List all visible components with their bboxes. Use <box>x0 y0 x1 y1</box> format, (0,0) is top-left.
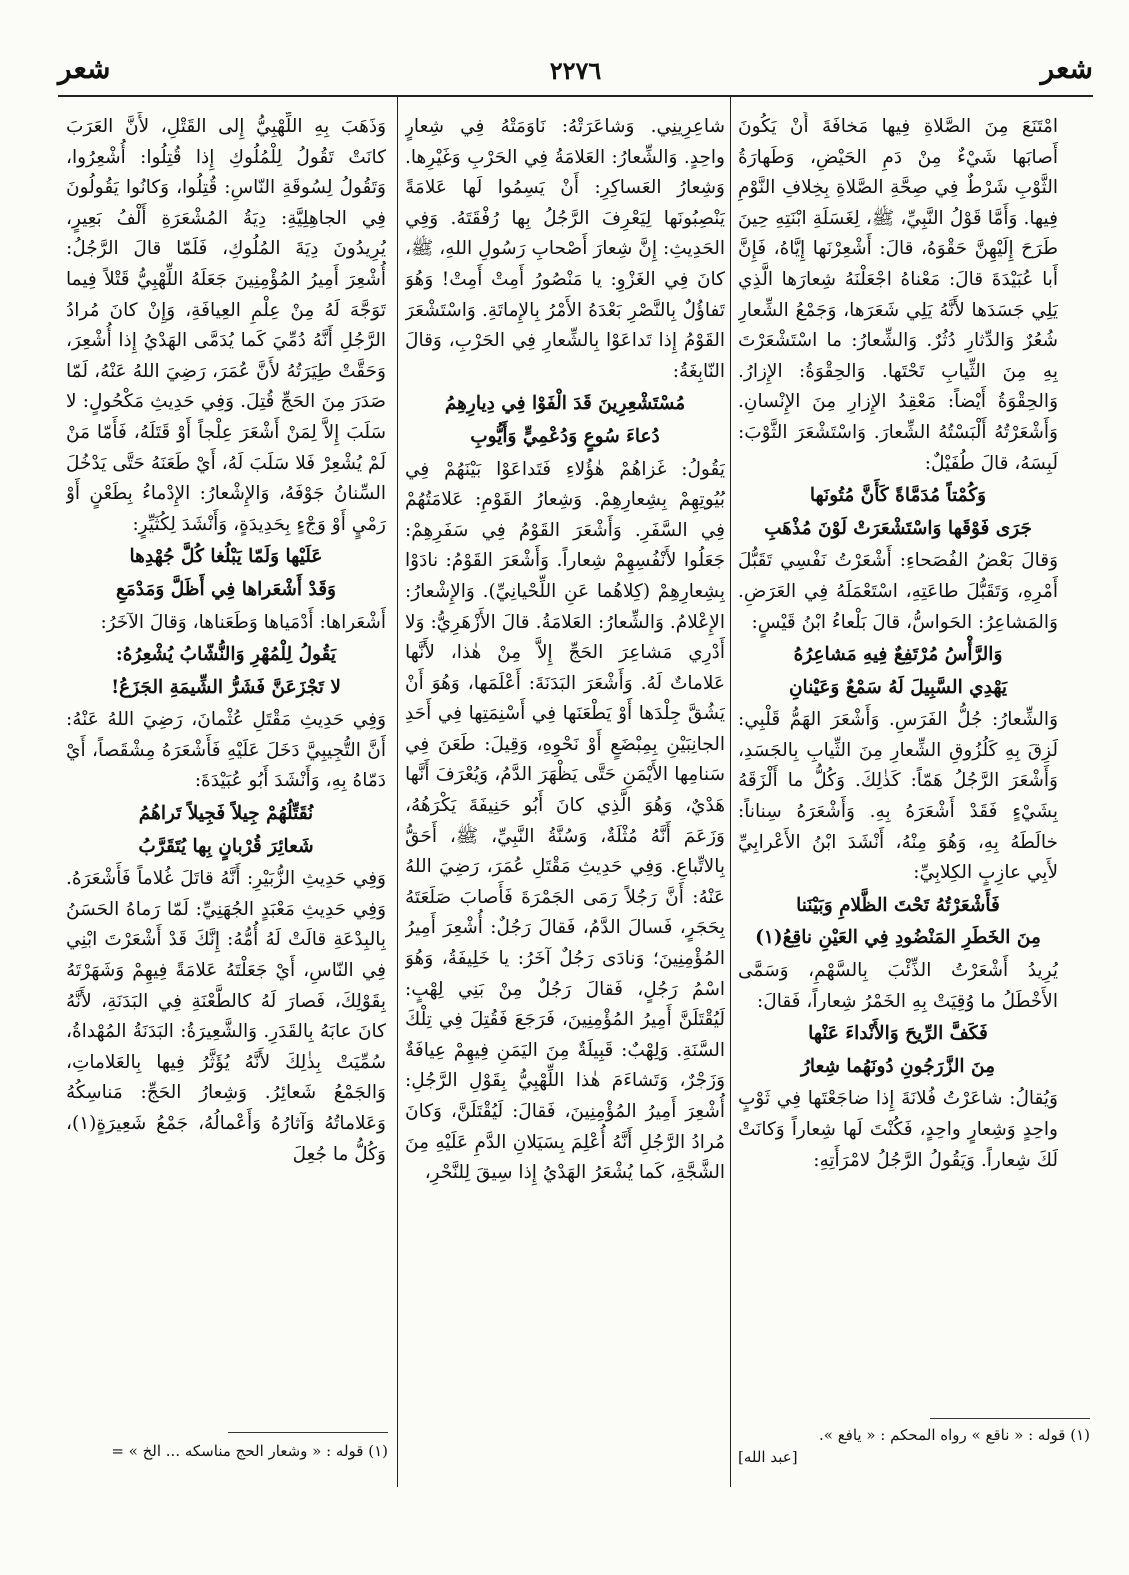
page-header <box>58 52 1093 92</box>
body-text: أَشْعَراها: أَدْمَياها وَطَعَناها، وَقالَ الآخَرُ: <box>100 611 386 633</box>
verse-line: شَعائِرَ قُرْبانٍ بِها يُتَقَرَّبُ <box>138 835 314 857</box>
column-left <box>66 112 386 1427</box>
verse-line: يَقُولُ لِلْمُهْرِ وَالنُّشّابُ يُشْعِرُهُ: <box>115 644 337 666</box>
footnote-text: (١) قوله : « ناقع » رواه المحكم : « يافع ». <box>818 1426 1090 1444</box>
body-text: وَذَهَبَ بِهِ اللِّهْبِيُّ إِلى القَتْلِ، لأَنَّ العَرَبَ كانَتْ تَقُولُ لِلْمُلُوكِ إِذا قُتِلُوا: أُشْعِرُوا، وَتَقُولُ لِسُوقَةِ النّاسِ: قُتِلُوا، وَكانُوا يَقُولُونَ فِي الجاهِلِيَّةِ: دِيَةُ المُشْعَرَةِ أَلْفُ بَعِيرٍ، يُرِيدُونَ دِيَةَ المُلُوكِ، فَلَمّا قالَ الرَّجُلُ: أُشْعِرَ أَمِيرُ المُؤْمِنِينَ جَعَلَهُ اللِّهْبِيُّ قَتْلاً فِيما تَوَجَّهَ لَهُ مِنْ عِلْمِ العِيافَةِ، وَإِنْ كانَ مُرادُ الرَّجُلِ أَنَّهُ دُمِّيَ كَما يُدَمَّى الهَدْيُ إِذا أُشْعِرَ، وَحَقَّتْ طِيَرَتُهُ لأَنَّ عُمَرَ، رَضِيَ اللهُ عَنْهُ، لَمّا صَدَرَ مِنَ الحَجِّ قُتِلَ. وَفِي حَدِيثِ مَكْحُولٍ: لا سَلَبَ إِلاَّ لِمَنْ أَشْعَرَ عِلْجاً أَوْ قَتَلَهُ، فَأَمّا مَنْ لَمْ يُشْعِرْ فَلا سَلَبَ لَهُ، أَيْ طَعَنَهُ حَتَّى يَدْخُلَ السِّنانُ جَوْفَهُ، وَالإِشْعارُ: الإِدْماءُ بِطَعْنٍ أَوْ رَمْيٍ أَوْ وَجْءٍ بِحَدِيدَةٍ، وَأَنْشَدَ لِكُثَيِّرٍ: <box>66 116 386 535</box>
body-text: وَفِي حَدِيثِ مَقْتَلِ عُثْمانَ، رَضِيَ اللهُ عَنْهُ: أَنَّ التُّجِيبِيَّ دَخَلَ عَلَيْهِ فَأَشْعَرَهُ مِشْقَصاً، أَيْ دَمّاهُ بِهِ، وَأَنْشَدَ أَبُو عُبَيْدَةَ: <box>66 709 386 792</box>
footnote-rule-left <box>228 1432 388 1433</box>
body-text: شاعِرِينِي. وَشاعَرَتْهُ: نَاوَمَتْهُ فِي شِعارٍ واحِدٍ. وَالشِّعارُ: العَلامَةُ فِي الحَرْبِ وَغَيْرِها. وَشِعارُ العَساكِرِ: أَنْ يَسِمُوا لَها عَلامَةً يَنْصِبُونَها لِيَعْرِفَ الرَّجُلُ بِها رُفْقَتَهُ. وَفِي الحَدِيثِ: إِنَّ شِعارَ أَصْحابِ رَسُولِ اللهِ، ﷺ، كانَ فِي الغَزْوِ: يا مَنْصُورُ أَمِتْ أَمِتْ! وَهُوَ تَفاؤُلٌ بِالنَّصْرِ بَعْدَهُ الأَمْرُ بِالإِماتَةِ. وَاسْتَشْعَرَ القَوْمُ إِذا تَداعَوْا بِالشِّعارِ فِي الحَرْبِ، وَقالَ النّابِغَةُ: <box>405 116 725 382</box>
headword-left: شعر <box>58 52 111 85</box>
verse-line: وَقَدْ أَشْعَراها فِي أَظَلَّ وَمَدْمَعِ <box>115 578 336 600</box>
footnote-right <box>738 1424 1090 1468</box>
verse-line: يَهْدِي السَّبِيلَ لَهُ سَمْعٌ وَعَيْنانِ <box>788 676 1008 698</box>
column-right <box>738 112 1058 1412</box>
verse-line: جَرَى فَوْقَها وَاسْتَشْعَرَتْ لَوْنَ مُذْهَبِ <box>764 517 1032 539</box>
verse-line: عَلَيْها وَلَمّا يَبْلُغا كُلَّ جُهْدِها <box>129 546 323 568</box>
headword-right: شعر <box>1040 52 1093 85</box>
verse-line: فَأَشْعَرْتُهُ تَحْتَ الظَّلامِ وَبَيْنَنا <box>796 894 1000 916</box>
verse-line: مِنَ الزَّرَجُونِ دُونَهُما شِعارُ <box>801 1055 995 1077</box>
body-text: وَقالَ بَعْضُ الفُصَحاءِ: أَشْعَرْتُ نَفْسِي تَقَبُّلَ أَمْرِهِ، وَتَقَبُّلَ طاعَتِهِ، اسْتَعْمَلَهُ فِي العَرَضِ. وَالمَشاعِرُ: الحَواسُّ، قالَ بَلْعاءُ ابْنُ قَيْسٍ: <box>738 550 1058 633</box>
verse-line: فَكَفَّ الرِّيحَ وَالأَنْداءَ عَنْها <box>808 1023 988 1045</box>
verse-line: مُسْتَشْعِرِينَ قَدَ الْفَوْا فِي دِيارِهِمُ <box>444 393 686 415</box>
column-divider-right <box>730 97 731 1487</box>
body-text: وَالشِّعارُ: جُلُّ الفَرَسِ. وَأَشْعَرَ الهَمُّ قَلْبِي: لَزِقَ بِهِ كَلُزُوقِ الشِّعارِ مِنَ الثِّيابِ بِالجَسَدِ، وَأَشْعَرَ الرَّجُلُ هَمّاً: كَذٰلِكَ. وَكُلُّ ما أَلْزَقَهُ بِشَيْءٍ فَقَدْ أَشْعَرَهُ بِهِ. وَأَشْعَرَهُ سِناناً: خالَطَهُ بِهِ، وَهُوَ مِنْهُ، أَنْشَدَ ابْنُ الأَعْرابِيِّ لأَبِي عازِبٍ الكِلابِيِّ: <box>738 709 1058 884</box>
verse-line: دُعاءَ سُوعٍ وَدُعْمِيٍّ وَأَيُّوبِ <box>470 425 660 447</box>
column-divider-left <box>397 97 398 1487</box>
body-text: وَفِي حَدِيثِ الزُّبَيْرِ: أَنَّهُ قاتَلَ غُلاماً فَأَشْعَرَهُ. وَفِي حَدِيثِ مَعْبَدٍ الجُهَنِيِّ: لَمّا رَماهُ الحَسَنُ بِالبِدْعَةِ قالَتْ لَهُ أُمُّهُ: إِنَّكَ قَدْ أَشْعَرْتَ ابْنِي فِي النّاسِ، أَيْ جَعَلْتَهُ عَلامَةً فِيهِمْ وَشَهَرْتَهُ بِقَوْلِكَ، فَصارَ لَهُ كالطَّعْنَةِ فِي البَدَنَةِ، لأَنَّهُ كانَ عابَهُ بِالقَدَرِ. وَالشَّعِيرَةُ: البَدَنَةُ المُهْداةُ، سُمِّيَتْ بِذٰلِكَ لأَنَّهُ يُؤَثَّرُ فِيها بِالعَلاماتِ، وَالجَمْعُ شَعائِرُ. وَشِعارُ الحَجِّ: مَناسِكُهُ وَعَلاماتُهُ وَآثارُهُ وَأَعْمالُهُ، جَمْعُ شَعِيرَةٍ(١)، وَكُلُّ ما جُعِلَ <box>66 868 386 1165</box>
body-text: امْتَنَعَ مِنَ الصَّلاةِ فِيها مَخافَةَ أَنْ يَكُونَ أَصابَها شَيْءٌ مِنْ دَمِ الحَيْضِ، وَطَهارَةُ الثَّوْبِ شَرْطٌ فِي صِحَّةِ الصَّلاةِ بِخِلافِ النَّوْمِ فِيها. وَأَمَّا قَوْلُ النَّبِيِّ، ﷺ، لِغَسَلَةِ ابْنَتِهِ حِينَ طَرَحَ إِلَيْهِنَّ حَقْوَهُ، قالَ: أَشْعِرْنَها إِيَّاهُ، فَإِنَّ أَبا عُبَيْدَةَ قالَ: مَعْناهُ اجْعَلْنَهُ شِعارَها الَّذِي يَلِي جَسَدَها لأَنَّهُ يَلِي شَعَرَها، وَجَمْعُ الشِّعارِ شُعُرٌ وَالدِّثارِ دُثُرٌ. وَالشِّعارُ: ما اسْتَشْعَرْتَ بِهِ مِنَ الثِّيابِ تَحْتَها. وَالحِقْوَةُ: الإِزارُ. وَالحِقْوَةُ أَيْضاً: مَعْقِدُ الإِزارِ مِنَ الإِنْسانِ. وَأَشْعَرْتُهُ أَلْبَسْتُهُ الشِّعارَ. وَاسْتَشْعَرَ الثَّوْبَ: لَبِسَهُ، قالَ طُفَيْلٌ: <box>738 116 1058 474</box>
footnote-signature: [عبد الله] <box>738 1448 798 1466</box>
verse-line: وَالرَّأْسُ مُرْتَفِعٌ فِيهِ مَشاعِرُهُ <box>793 644 1003 666</box>
verse-line: مِنَ الخَطَرِ المَنْضُودِ فِي العَيْنِ ناقِعُ(١) <box>755 927 1041 949</box>
page-number: ٢٢٧٦ <box>549 56 602 85</box>
body-text: يُرِيدُ أَشْعَرْتُ الذِّئْبَ بِالسَّهْمِ، وَسَمَّى الأَخْطَلُ ما وُقِيَتْ بِهِ الخَمْرُ شِعاراً، فَقالَ: <box>738 960 1058 1012</box>
verse-line: لا تَجْزَعَنَّ فَشَرُّ الشِّيمَةِ الجَزَعُ! <box>111 676 341 698</box>
column-middle <box>405 112 725 1492</box>
footnote-rule-right <box>930 1418 1090 1419</box>
body-text: وَيُقالُ: شاعَرْتُ فُلانَةَ إِذا ضاجَعْتَها فِي ثَوْبٍ واحِدٍ وَشِعارٍ واحِدٍ، فَكُنْتَ لَها شِعاراً وَكانَتْ لَكَ شِعاراً. وَيَقُولُ الرَّجُلُ لامْرَأَتِهِ: <box>738 1088 1058 1171</box>
footnote-left: (١) قوله : « وشعار الحج مناسكه ... الخ » = <box>111 1442 388 1460</box>
verse-line: نُقَتِّلُهُمْ جِيلاً فَجِيلاً تَراهُمُ <box>138 803 314 825</box>
body-text: يَقُولُ: غَزاهُمْ هٰؤُلاءِ فَتَداعَوْا بَيْنَهُمْ فِي بُيُوتِهِمْ بِشِعارِهِمْ. وَشِعارُ القَوْمِ: عَلامَتُهُمْ فِي السَّفَرِ. وَأَشْعَرَ القَوْمُ فِي سَفَرِهِمْ: جَعَلُوا لأَنْفُسِهِمْ شِعاراً. وَأَشْعَرَ القَوْمُ: نادَوْا بِشِعارِهِمْ (كِلاهُما عَنِ اللِّحْيانِيِّ). وَالإِشْعارُ: الإِعْلامُ. وَالشِّعارُ: العَلامَةُ. قالَ الأَزْهَرِيُّ: وَلا أَدْرِي مَشاعِرَ الحَجِّ إِلاَّ مِنْ هٰذا، لأَنَّها عَلاماتٌ لَهُ. وَأَشْعَرَ البَدَنَةَ: أَعْلَمَها، وَهُوَ أَنْ يَشُقَّ جِلْدَها أَوْ يَطْعَنَها فِي أَسْنِمَتِها فِي أَحَدِ الجانِبَيْنِ بِمِبْضَعٍ أَوْ نَحْوِهِ، وَقِيلَ: طَعَنَ فِي سَنامِها الأَيْمَنِ حَتَّى يَظْهَرَ الدَّمُ، وَيُعْرَفَ أَنَّها هَدْيٌ، وَهُوَ الَّذِي كانَ أَبُو حَنِيفَةَ يَكْرَهُهُ، وَزَعَمَ أَنَّهُ مُثْلَةٌ، وَسُنَّةُ النَّبِيِّ، ﷺ، أَحَقُّ بِالاتِّباعِ. وَفِي حَدِيثِ مَقْتَلِ عُمَرَ، رَضِيَ اللهُ عَنْهُ: أَنَّ رَجُلاً رَمَى الجَمْرَةَ فَأَصابَ صَلَعَتَهُ بِحَجَرٍ، فَسالَ الدَّمُ، فَقالَ رَجُلٌ: أُشْعِرَ أَمِيرُ المُؤْمِنِينَ؛ وَنادَى رَجُلٌ آخَرُ: يا خَلِيفَةُ، وَهُوَ اسْمُ رَجُلٍ، فَقالَ رَجُلٌ مِنْ بَنِي لِهْبٍ: لَيُقْتَلَنَّ أَمِيرُ المُؤْمِنِينَ، فَرَجَعَ فَقُتِلَ فِي تِلْكَ السَّنَةِ. وَلِهْبٌ: قَبِيلَةٌ مِنَ اليَمَنِ فِيهِمْ عِيافَةٌ وَزَجْرٌ، وَتَشاءَمَ هٰذا اللِّهْبِيُّ بِقَوْلِ الرَّجُلِ: أُشْعِرَ أَمِيرُ المُؤْمِنِينَ، فَقالَ: لَيُقْتَلَنَّ، وَكانَ مُرادُ الرَّجُلِ أَنَّهُ أُعْلِمَ بِسَيَلانِ الدَّمِ عَلَيْهِ مِنَ الشَّجَّةِ، كَما يُشْعَرُ الهَدْيُ إِذا سِيقَ لِلنَّحْرِ، <box>405 458 725 1184</box>
verse-line: وَكُمْتاً مُدَمَّاةً كَأَنَّ مُتُونَها <box>809 485 987 507</box>
header-rule <box>58 95 1093 97</box>
